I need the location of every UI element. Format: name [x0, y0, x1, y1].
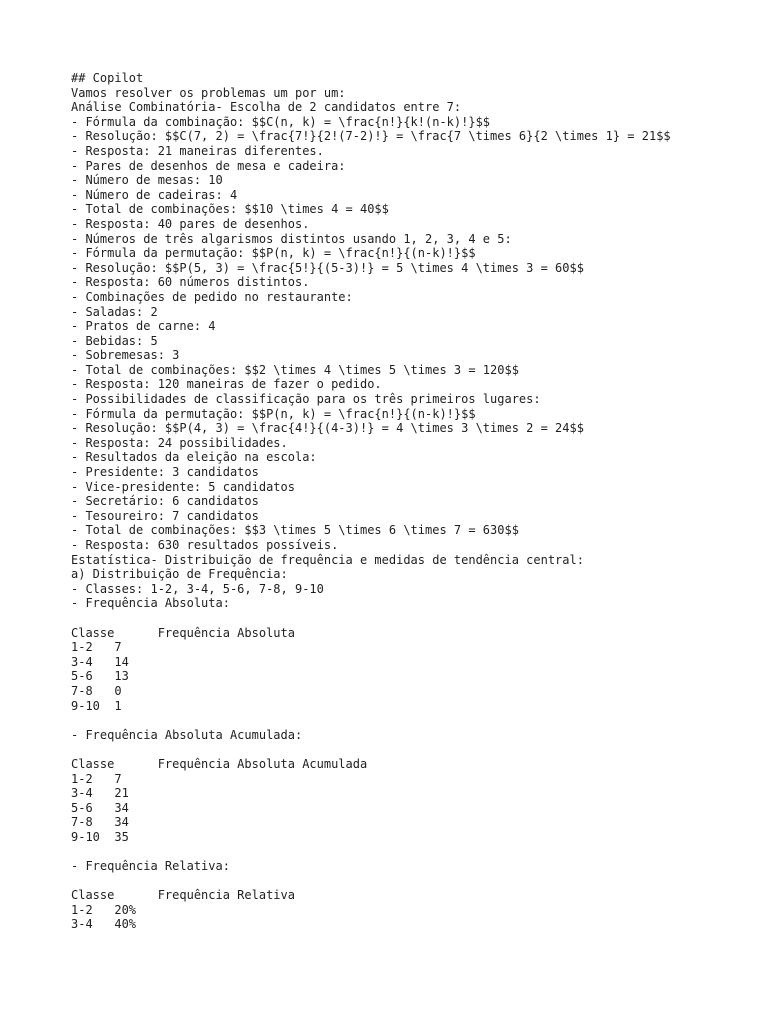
table-frequencia-relativa: Classe Frequência Relativa 1-2 20% 3-4 40% [71, 888, 295, 932]
document-body: Vamos resolver os problemas um por um: Análise Combinatória- Escolha de 2 candidatos entre 7: - Fórmula da combinação: $$C(n, k) = \frac{n!}{k!(n-k)!}$$ - Resolução: $$C(7, 2) = \frac{7!}{2!(7-2)!} = \frac{7 \times 6}{2 \times 1} = 21$$ - Resposta: 21 maneiras diferentes. - Pares de desenhos de mesa e cadeira: - Número de mesas: 10 - Número de cadeiras: 4 - Total de combinações: $$10 \times 4 = 40$$ - Resposta: 40 pares de desenhos. - Números de três algarismos distintos usando 1, 2, 3, 4 e 5: - Fórmula da permutação: $$P(n, k) = \frac{n!}{(n-k)!}$$ - Resolução: $$P(5, 3) = \frac{5!}{(5-3)!} = 5 \times 4 \times 3 = 60$$ - Resposta: 60 números distintos. - Combinações de pedido no restaurante: - Saladas: 2 - Pratos de carne: 4 - Bebidas: 5 - Sobremesas: 3 - Total de combinações: $$2 \times 4 \times 5 \times 3 = 120$$ - Resposta: 120 maneiras de fazer o pedido. - Possibilidades de classificação para os três primeiros lugares: - Fórmula da permutação: $$P(n, k) = \frac{n!}{(n-k)!}$$ - Resolução: $$P(4, 3) = \frac{4!}{(4-3)!} = 4 \times 3 \times 2 = 24$$ - Resposta: 24 possibilidades. - Resultados da eleição na escola: - Presidente: 3 candidatos - Vice-presidente: 5 candidatos - Secretário: 6 candidatos - Tesoureiro: 7 candidatos - Total de combinações: $$3 \times 5 \times 6 \times 7 = 630$$ - Resposta: 630 resultados possíveis. Estatística- Distribuição de frequência e medidas de tendência central: a) Distribuição de Frequência: - Classes: 1-2, 3-4, 5-6, 7-8, 9-10 - Frequência Absoluta: [71, 85, 671, 611]
blank-line [71, 713, 751, 728]
blank-line [71, 844, 751, 859]
table-frequencia-acumulada: Classe Frequência Absoluta Acumulada 1-2 7 3-4 21 5-6 34 7-8 34 9-10 35 [71, 756, 368, 844]
document-header: ## Copilot [71, 71, 144, 85]
document-page [71, 71, 751, 932]
heading-frequencia-acumulada: - Frequência Absoluta Acumulada: [71, 727, 303, 742]
blank-line [71, 742, 751, 757]
blank-line [71, 874, 751, 889]
blank-line [71, 611, 751, 626]
table-frequencia-absoluta: Classe Frequência Absoluta 1-2 7 3-4 14 5-6 13 7-8 0 9-10 1 [71, 625, 295, 713]
heading-frequencia-relativa: - Frequência Relativa: [71, 859, 230, 874]
